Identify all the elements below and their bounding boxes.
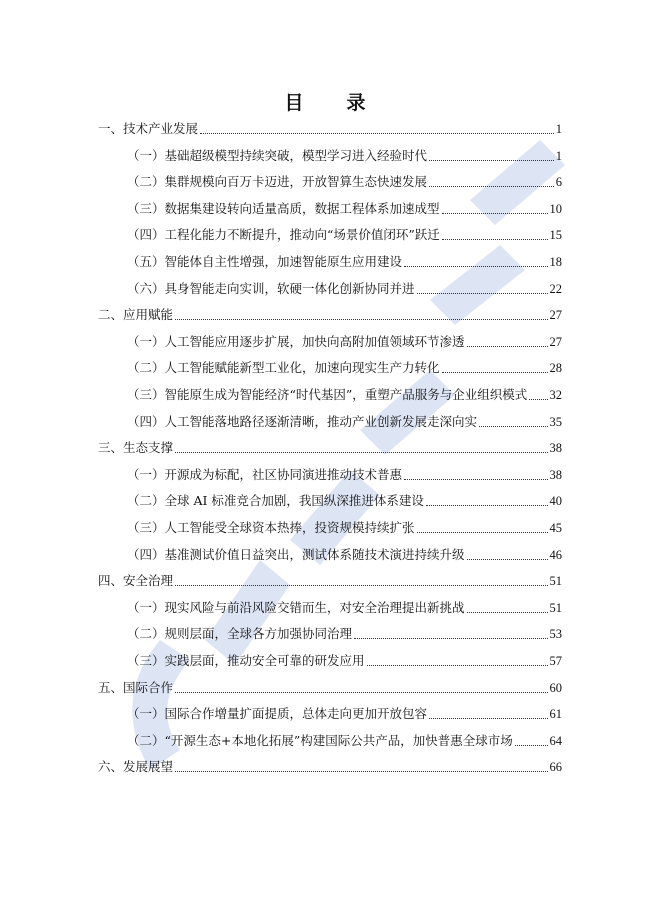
toc-label: （五）智能体自主性增强，加速智能原生应用建设 <box>127 254 403 269</box>
toc-page-number: 61 <box>549 707 562 722</box>
toc-leader-dots <box>175 451 547 453</box>
toc-page-number: 38 <box>549 441 562 456</box>
toc-section[interactable] <box>127 648 562 674</box>
toc-chapter[interactable] <box>98 302 562 328</box>
toc-page-number: 1 <box>555 122 562 136</box>
toc-section[interactable] <box>127 701 562 727</box>
toc-label: （一）现实风险与前沿风险交错而生，对安全治理提出新挑战 <box>127 599 465 615</box>
toc-leader-dots <box>529 398 547 400</box>
toc-label: （四）基准测试价值日益突出，测试体系随技术演进持续升级 <box>127 546 465 562</box>
toc-chapter[interactable] <box>98 435 562 461</box>
toc-label: （一）国际合作增量扩面提质，总体走向更加开放包容 <box>127 706 428 722</box>
toc-chapter[interactable] <box>98 568 562 594</box>
toc-leader-dots <box>429 185 554 187</box>
toc-section[interactable] <box>127 515 562 541</box>
toc-page-number: 10 <box>549 201 562 216</box>
toc-label: （四）人工智能落地路径逐渐清晰，推动产业创新发展走深向实 <box>127 413 478 429</box>
toc-section[interactable] <box>127 355 562 381</box>
toc-leader-dots <box>429 717 547 719</box>
toc-page-number: 28 <box>549 361 562 376</box>
toc-section[interactable] <box>127 595 562 621</box>
toc-leader-dots <box>429 159 554 161</box>
toc-leader-dots <box>175 770 547 772</box>
toc-leader-dots <box>426 504 548 506</box>
toc-section[interactable] <box>127 409 562 435</box>
toc-section[interactable] <box>127 169 562 195</box>
toc-leader-dots <box>404 478 547 480</box>
toc-label: （二）全球 AI 标准竞合加剧，我国纵深推进体系建设 <box>127 493 424 509</box>
toc-label: （二）规则层面，全球各方加强协同治理 <box>127 626 353 642</box>
toc-page-number: 6 <box>555 175 562 190</box>
toc-label: （三）实践层面，推动安全可靠的研发应用 <box>127 653 365 668</box>
toc-leader-dots <box>404 265 547 267</box>
toc-chapter[interactable] <box>98 675 562 701</box>
toc-label: 五、国际合作 <box>98 679 174 695</box>
page-title: 目 录 <box>284 92 378 114</box>
toc-leader-dots <box>367 664 548 666</box>
toc-page-number: 15 <box>549 228 562 243</box>
toc-page-number: 40 <box>549 494 562 509</box>
toc-label: （三）数据集建设转向适量高质，数据工程体系加速成型 <box>127 200 440 216</box>
toc-leader-dots <box>175 691 547 693</box>
toc-leader-dots <box>354 637 547 639</box>
toc-label: 二、应用赋能 <box>98 307 174 323</box>
toc-label: （三）人工智能受全球资本热捧，投资规模持续扩张 <box>127 520 415 535</box>
toc-section[interactable] <box>127 143 562 169</box>
toc-page-number: 51 <box>549 574 562 589</box>
toc-chapter[interactable] <box>98 116 562 142</box>
toc-label: 三、生态支撑 <box>98 440 174 456</box>
toc-page-number: 1 <box>555 148 562 163</box>
toc-label: （二）人工智能赋能新型工业化，加速向现实生产力转化 <box>127 360 440 376</box>
toc-page-number: 60 <box>549 680 562 695</box>
toc-page-number: 51 <box>549 600 562 615</box>
toc-label: （二）集群规模向百万卡迈进，开放智算生态快速发展 <box>127 174 428 190</box>
toc-page-number: 57 <box>549 654 562 668</box>
toc-page-number: 35 <box>549 414 562 429</box>
toc-page-number: 38 <box>549 467 562 482</box>
toc-leader-dots <box>175 318 547 320</box>
toc-label: （三）智能原生成为智能经济“时代基因”，重塑产品服务与企业组织模式 <box>127 387 528 402</box>
toc-leader-dots <box>417 531 548 533</box>
toc-section[interactable] <box>127 276 562 302</box>
toc-page-number: 53 <box>549 627 562 642</box>
toc-label: （一）人工智能应用逐步扩展，加快向高附加值领域环节渗透 <box>127 333 465 349</box>
toc-leader-dots <box>515 744 548 746</box>
toc-label: 四、安全治理 <box>98 573 174 589</box>
toc-section[interactable] <box>127 462 562 488</box>
toc-label: （二）“开源生态+本地化拓展”构建国际公共产品，加快普惠全球市场 <box>127 732 513 748</box>
toc-page-number: 46 <box>549 547 562 562</box>
toc-leader-dots <box>417 292 548 294</box>
toc-page-number: 64 <box>549 733 562 748</box>
toc-label: 六、发展展望 <box>98 759 174 775</box>
toc-label: 一、技术产业发展 <box>98 121 199 136</box>
toc-section[interactable] <box>127 329 562 355</box>
toc-page-number: 18 <box>549 255 562 269</box>
toc-leader-dots <box>467 345 548 347</box>
toc-section[interactable] <box>127 728 562 754</box>
toc-section[interactable] <box>127 488 562 514</box>
toc-section[interactable] <box>127 196 562 222</box>
toc-label: （六）具身智能走向实训，软硬一体化创新协同并进 <box>127 280 415 296</box>
toc-page-number: 45 <box>549 521 562 535</box>
toc-section[interactable] <box>127 249 562 275</box>
toc-section[interactable] <box>127 621 562 647</box>
toc-leader-dots <box>467 611 548 613</box>
toc-leader-dots <box>200 132 554 134</box>
toc-page-number: 66 <box>549 760 562 775</box>
toc-label: （一）基础超级模型持续突破，模型学习进入经验时代 <box>127 147 428 163</box>
toc-leader-dots <box>442 371 548 373</box>
toc-label: （四）工程化能力不断提升，推动向“场景价值闭环”跃迁 <box>127 227 440 243</box>
toc-leader-dots <box>467 558 548 560</box>
toc-leader-dots <box>442 212 548 214</box>
toc-page-number: 32 <box>549 388 562 402</box>
toc-section[interactable] <box>127 542 562 568</box>
toc-page-number: 22 <box>549 281 562 296</box>
toc-page-number: 27 <box>549 308 562 323</box>
toc-label: （一）开源成为标配，社区协同演进推动技术普惠 <box>127 466 403 482</box>
toc-section[interactable] <box>127 382 562 408</box>
toc-page-number: 27 <box>549 334 562 349</box>
toc-leader-dots <box>479 425 547 427</box>
toc-leader-dots <box>442 238 548 240</box>
toc-leader-dots <box>175 584 547 586</box>
toc-chapter[interactable] <box>98 754 562 780</box>
toc-section[interactable] <box>127 222 562 248</box>
